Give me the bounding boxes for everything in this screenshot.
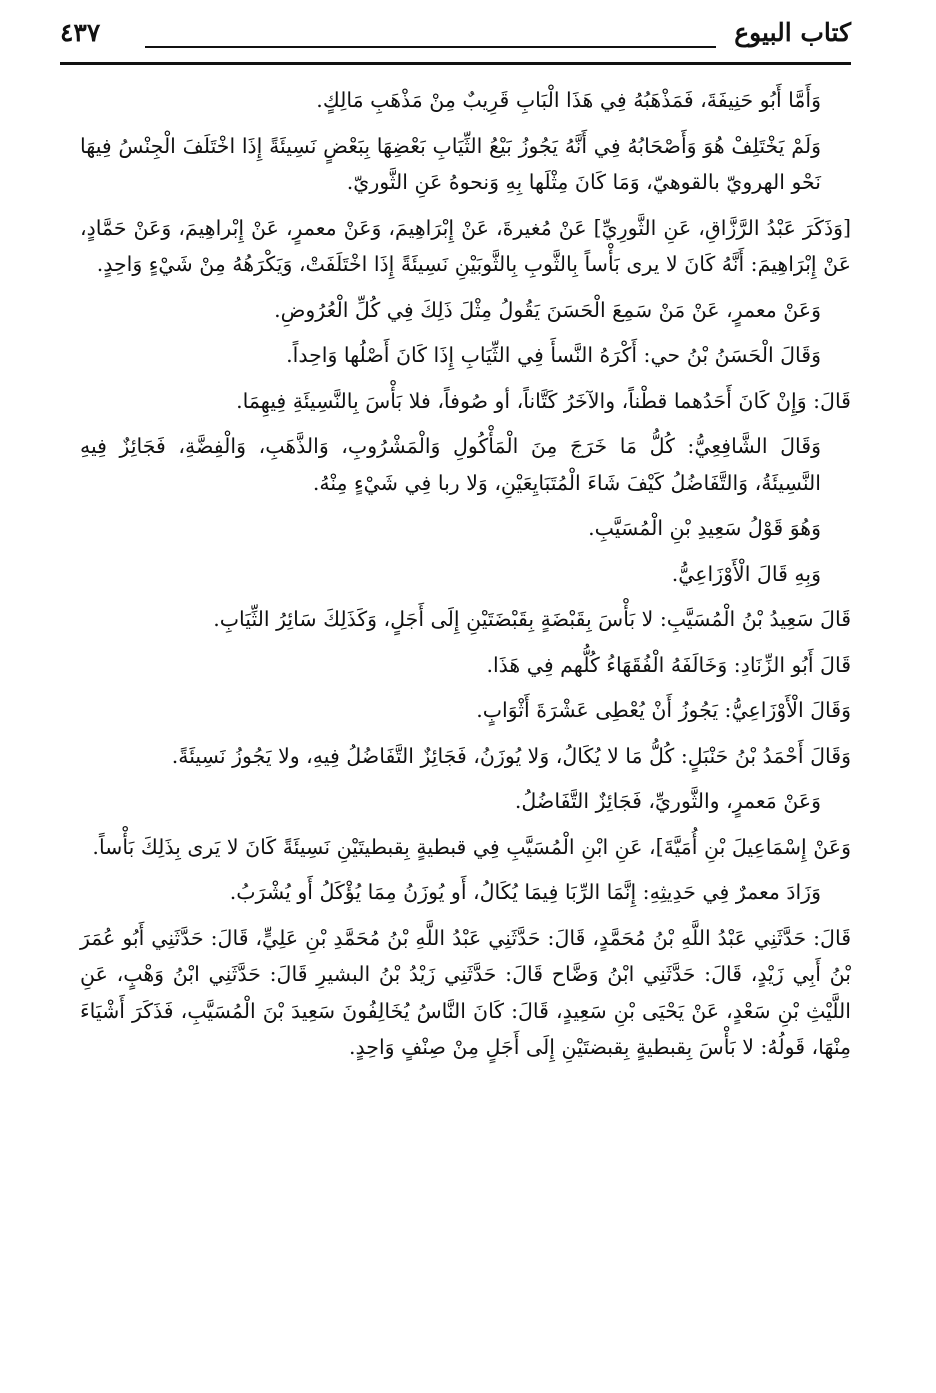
page-body [80,82,851,1382]
paragraph: وَقَالَ أَحْمَدُ بْنُ حَنْبَلٍ: كُلُّ مَا لا يُكَالُ، وَلا يُوزَنُ، فَجَائِزٌ التَّفَاضُلُ فِيهِ، ولا يَجُوزُ نَسِيئَةً. [171,743,851,768]
paragraph: وَعَنْ معمرٍ، عَنْ مَنْ سَمِعَ الْحَسَنَ يَقُولُ مِثْلَ ذَلِكَ فِي كُلِّ الْعُرُوضِ. [274,297,821,322]
paragraph: قَالَ سَعِيدُ بْنُ الْمُسَيَّبِ: لا بَأْسَ بِقَبْضَةٍ بِقَبْضَتَيْنِ إِلَى أَجَلٍ، وَكَذَلِكَ سَائِرُ الثِّيَابِ. [213,607,851,631]
page-number: ٤٣٧ [60,18,101,47]
paragraph: وَبِهِ قَالَ الْأَوْزَاعِيُّ. [671,561,821,586]
paragraph: وَعَنْ مَعمرٍ، والثَّوريِّ، فَجَائِزٌ التَّفَاضُلُ. [514,789,821,813]
paragraph: وَعَنْ إِسْمَاعِيلَ بْنِ أُمَيَّةَ]، عَنِ ابْنِ الْمُسَيَّبِ فِي قبطيةٍ بِقبطيتَيْنِ نَسِيئَةً كَانَ لا يَرى بِذَلِكَ بَأْساً. [92,834,851,859]
paragraph: [وَذَكَرَ عَبْدُ الرَّزَّاقِ، عَنِ الثَّورِيِّ] عَنْ مُغيرةَ، عَنْ إِبْرَاهِيمَ، وَعَنْ معمرٍ، عَنْ إِبْراهِيمَ، وَعَنْ حَمَّادٍ، عَنْ إِبْرَاهِيمَ: أَنَّهُ كَانَ لا يرى بَأْساً بِالثَّوبِ بِالثَّوبَيْنِ نَسِيئَةً إِذَا اخْتَلَفَتْ، وَيَكْرَهُهُ مِنْ شَيْءٍ وَاحِدٍ. [80,215,851,276]
paragraph: قَالَ أَبُو الزِّنَادِ: وَخَالَفَهُ الْفُقَهَاءُ كُلُّهم فِي هَذَا. [486,652,851,677]
paragraph: وَقَالَ الْحَسَنُ بْنُ حي: أَكْرَهُ النَّسأَ فِي الثِّيَابِ إِذَا كَانَ أَصْلُها وَاحِداً. [286,343,821,367]
paragraph: وَقَالَ الشَّافِعِيُّ: كُلُّ مَا خَرَجَ مِنَ الْمَأْكُولِ وَالْمَشْرُوبِ، وَالذَّهَبِ، وَالْفِضَّةِ، فَجَائِزٌ فِيهِ النَّسِيئَةُ، وَالتَّفَاضُلُ كَيْفَ شَاءَ الْمُتَبَايِعَيْنِ، وَلا ربا فِي شَيْءٍ مِنْهُ. [80,434,821,495]
paragraph: وَهُوَ قَوْلُ سَعِيدِ بْنِ الْمُسَيَّبِ. [588,516,821,540]
paragraph: قَالَ: وَإِنْ كَانَ أَحَدُهما قطْناً، والآخَرُ كَتَّاناً، أو صُوفاً، فلا بَأْسَ بِالنَّسِيئَةِ فِيهِمَا. [236,388,851,413]
paragraph: قَالَ: حَدَّثَنِي عَبْدُ اللَّهِ بْنُ مُحَمَّدٍ، قَالَ: حَدَّثَنِي عَبْدُ اللَّهِ بْنُ مُحَمَّدِ بْنِ عَلِيٍّ، قَالَ: حَدَّثَنِي أَبُو عُمَرَ بْنُ أَبِي زَيْدٍ، قَالَ: حَدَّثَنِي ابْنُ وَضَّاح قَالَ: حَدَّثَنِي زَيْدُ بْنُ البشيرِ قَالَ: حَدَّثَنِي ابْنُ وَهْبٍ، عَنِ اللَّيْثِ بْنِ سَعْدٍ، عَنْ يَحْيَى بْنِ سَعِيدٍ، قَالَ: كَانَ النَّاسُ يُخَالِفُونَ سَعِيدَ بْنَ الْمُسَيَّبِ، فَذَكَرَ أَشْيَاءَ مِنْهَا، قَولُهُ: لا بَأْسَ بِقبطيةٍ بِقبضتَيْنِ إِلَى أَجَلٍ مِنْ صِنْفٍ وَاحِدٍ. [80,925,851,1059]
header-underline [60,62,851,65]
chapter-title: كتاب البيوع [734,18,851,47]
paragraph: وَزَادَ معمرٌ فِي حَدِيثِهِ: إِنَّمَا الرِّبَا فِيمَا يُكَالُ، أَو يُوزَنُ مِمَا يُؤْكَلُ أَو يُشْرَبُ. [229,880,821,904]
paragraph: وَقَالَ الْأَوْزَاعِيُّ: يَجُوزُ أَنْ يُعْطِى عَشْرَةَ أَثْوَابٍ. [476,698,851,722]
page-header [60,14,851,62]
paragraph: وَأَمَّا أَبُو حَنِيفَةَ، فَمَذْهَبُهُ فِي هَذَا الْبَابِ قَرِيبٌ مِنْ مَذْهَبِ مَالِكٍ. [316,88,821,112]
paragraph: وَلَمْ يَخْتَلِفْ هُوَ وَأَصْحَابُهُ فِي أَنَّهُ يَجُوزُ بَيْعُ الثِّيَابِ بَعْضِهَا بِبَعْضٍ نَسِيئَةً إِذَا اخْتَلَفَ الْجِنْسُ فِيهَا نَحْو الهرويّ بالقوهيّ، وَمَا كَانَ مِثْلَها بِهِ وَنحوهُ عَنِ الثَّوريّ. [80,133,821,194]
header-rule [145,46,716,48]
